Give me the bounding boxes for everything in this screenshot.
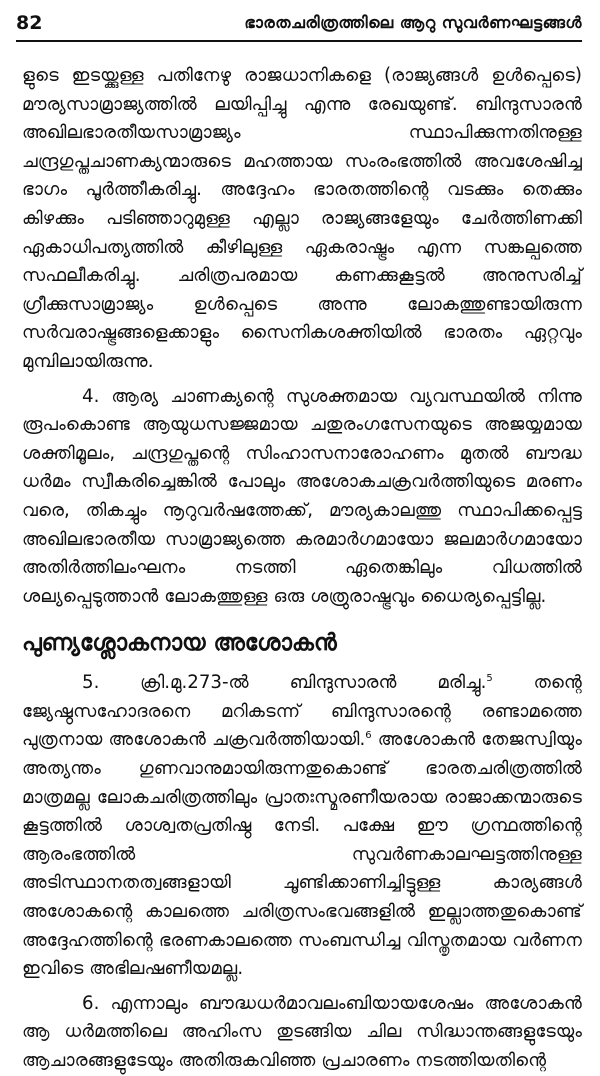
paragraph-5-part1: 5. ക്രി.മു.273-ൽ ബിന്ദുസാരൻ മരിച്ചു. bbox=[82, 672, 487, 694]
page-number: 82 bbox=[16, 12, 43, 34]
paragraph-4: 4. ആര്യ ചാണക്യന്റെ സുശക്തമായ വ്യവസ്ഥയിൽ നിന്നു രൂപംകൊണ്ട ആയുധസജ്ജമായ ചതുരംഗസേനയുടെ അജയ്യമായ ശക്തിമൂലം, ചന്ദ്രഗുപ്തന്റെ സിംഹാസനാരോഹണം മുതൽ ബൗദ്ധ ധർമം സ്വീകരിച്ചെങ്കിൽ പോലും അശോകചക്രവർത്തിയുടെ മരണം വരെ, തികച്ചും നൂറുവർഷത്തേക്ക്, മൗര്യകാലത്തു സ്ഥാപിക്കപ്പെട്ട അഖിലഭാരതീയ സാമ്രാജ്യത്തെ കരമാർഗമായോ ജലമാർഗമായോ അതിർത്തിലംഘനം നടത്തി ഏതെങ്കിലും വിധത്തിൽ ശല്യപ്പെടുത്താൻ ലോകത്തുള്ള ഒരു ശത്രുരാഷ്ട്രവും ധൈര്യപ്പെട്ടില്ല. bbox=[22, 385, 582, 607]
body-text bbox=[22, 62, 582, 1076]
paragraph-6: 6. എന്നാലും ബൗദ്ധധർമാവലംബിയായശേഷം അശോകൻ ആ ധർമത്തിലെ അഹിംസ തുടങ്ങിയ ചില സിദ്ധാന്തങ്ങളുടേയും ആചാരങ്ങളുടേയും അതിരുകവിഞ്ഞ പ്രചാരണം നടത്തിയതിന്റെ bbox=[22, 992, 582, 1071]
paragraph-5-part3: അശോകൻ തേജസ്വിയും അത്യന്തം ഗുണവാനുമായിരുന്നതുകൊണ്ട് ഭാരതചരിത്രത്തിൽ മാത്രമല്ല ലോകചരിത്രത്തിലും പ്രാതഃസ്മരണീയരായ രാജാക്കന്മാരുടെ കൂട്ടത്തിൽ ശാശ്വതപ്രതിഷ്ഠ നേടി. പക്ഷേ ഈ ഗ്രന്ഥത്തിന്റെ ആരംഭത്തിൽ സുവർണകാലഘട്ടത്തിനുള്ള അടിസ്ഥാനതത്വങ്ങളായി ചൂണ്ടിക്കാണിച്ചിട്ടുള്ള കാര്യങ്ങൾ അശോകന്റെ കാലത്തെ ചരിത്രസംഭവങ്ങളിൽ ഇല്ലാത്തതുകൊണ്ട് അദ്ദേഹത്തിന്റെ ഭരണകാലത്തെ സംബന്ധിച്ച വിസ്തൃതമായ വർണന ഇവിടെ അഭിലഷണീയമല്ല. bbox=[22, 729, 583, 980]
footnote-marker-5: 5 bbox=[486, 673, 493, 685]
section-heading: പുണ്യശ്ലോകനായ അശോകൻ bbox=[22, 630, 337, 657]
paragraph-5 bbox=[22, 669, 582, 984]
paragraph-continuation: ളുടെ ഇടയ്ക്കുള്ള പതിനേഴു രാജധാനികളെ (രാജ്യങ്ങൾ ഉൾപ്പെടെ) മൗര്യസാമ്രാജ്യത്തിൽ ലയിപ്പിച്ചു എന്നു രേഖയുണ്ട്. ബിന്ദുസാരൻ അഖിലഭാരതീയസാമ്രാജ്യം സ്ഥാപിക്കുന്നതിനുള്ള ചന്ദ്രഗുപ്തചാണക്യന്മാരുടെ മഹത്തായ സംരംഭത്തിൽ അവശേഷിച്ച ഭാഗം പൂർത്തീകരിച്ചു. അദ്ദേഹം ഭാരതത്തിന്റെ വടക്കും തെക്കും കിഴക്കും പടിഞ്ഞാറുമുള്ള എല്ലാ രാജ്യങ്ങളേയും ചേർത്തിണക്കി ഏകാധിപത്യത്തിൽ കീഴിലുള്ള ഏകരാഷ്ട്രം എന്ന സങ്കല്പത്തെ സഫലീകരിച്ചു. ചരിത്രപരമായ കണക്കുകൂട്ടൽ അനുസരിച്ച് ഗ്രീക്കുസാമ്രാജ്യം ഉൾപ്പെടെ അന്നു ലോകത്തുണ്ടായിരുന്ന സർവരാഷ്ട്രങ്ങളെക്കാളും സൈനികശക്തിയിൽ ഭാരതം ഏറ്റവും മുമ്പിലായിരുന്നു. bbox=[22, 65, 582, 372]
page-header bbox=[16, 10, 582, 42]
paragraph-5-part2: തന്റെ ജ്യേഷ്ഠസഹോദരനെ മറികടന്ന് ബിന്ദുസാരന്റെ രണ്ടാമത്തെ പുത്രനായ അശോകൻ ചക്രവർത്തിയായി. bbox=[22, 672, 582, 751]
footnote-marker-6: 6 bbox=[365, 730, 372, 742]
running-title: ഭാരതചരിത്രത്തിലെ ആറു സുവർണഘട്ടങ്ങൾ bbox=[244, 13, 582, 32]
